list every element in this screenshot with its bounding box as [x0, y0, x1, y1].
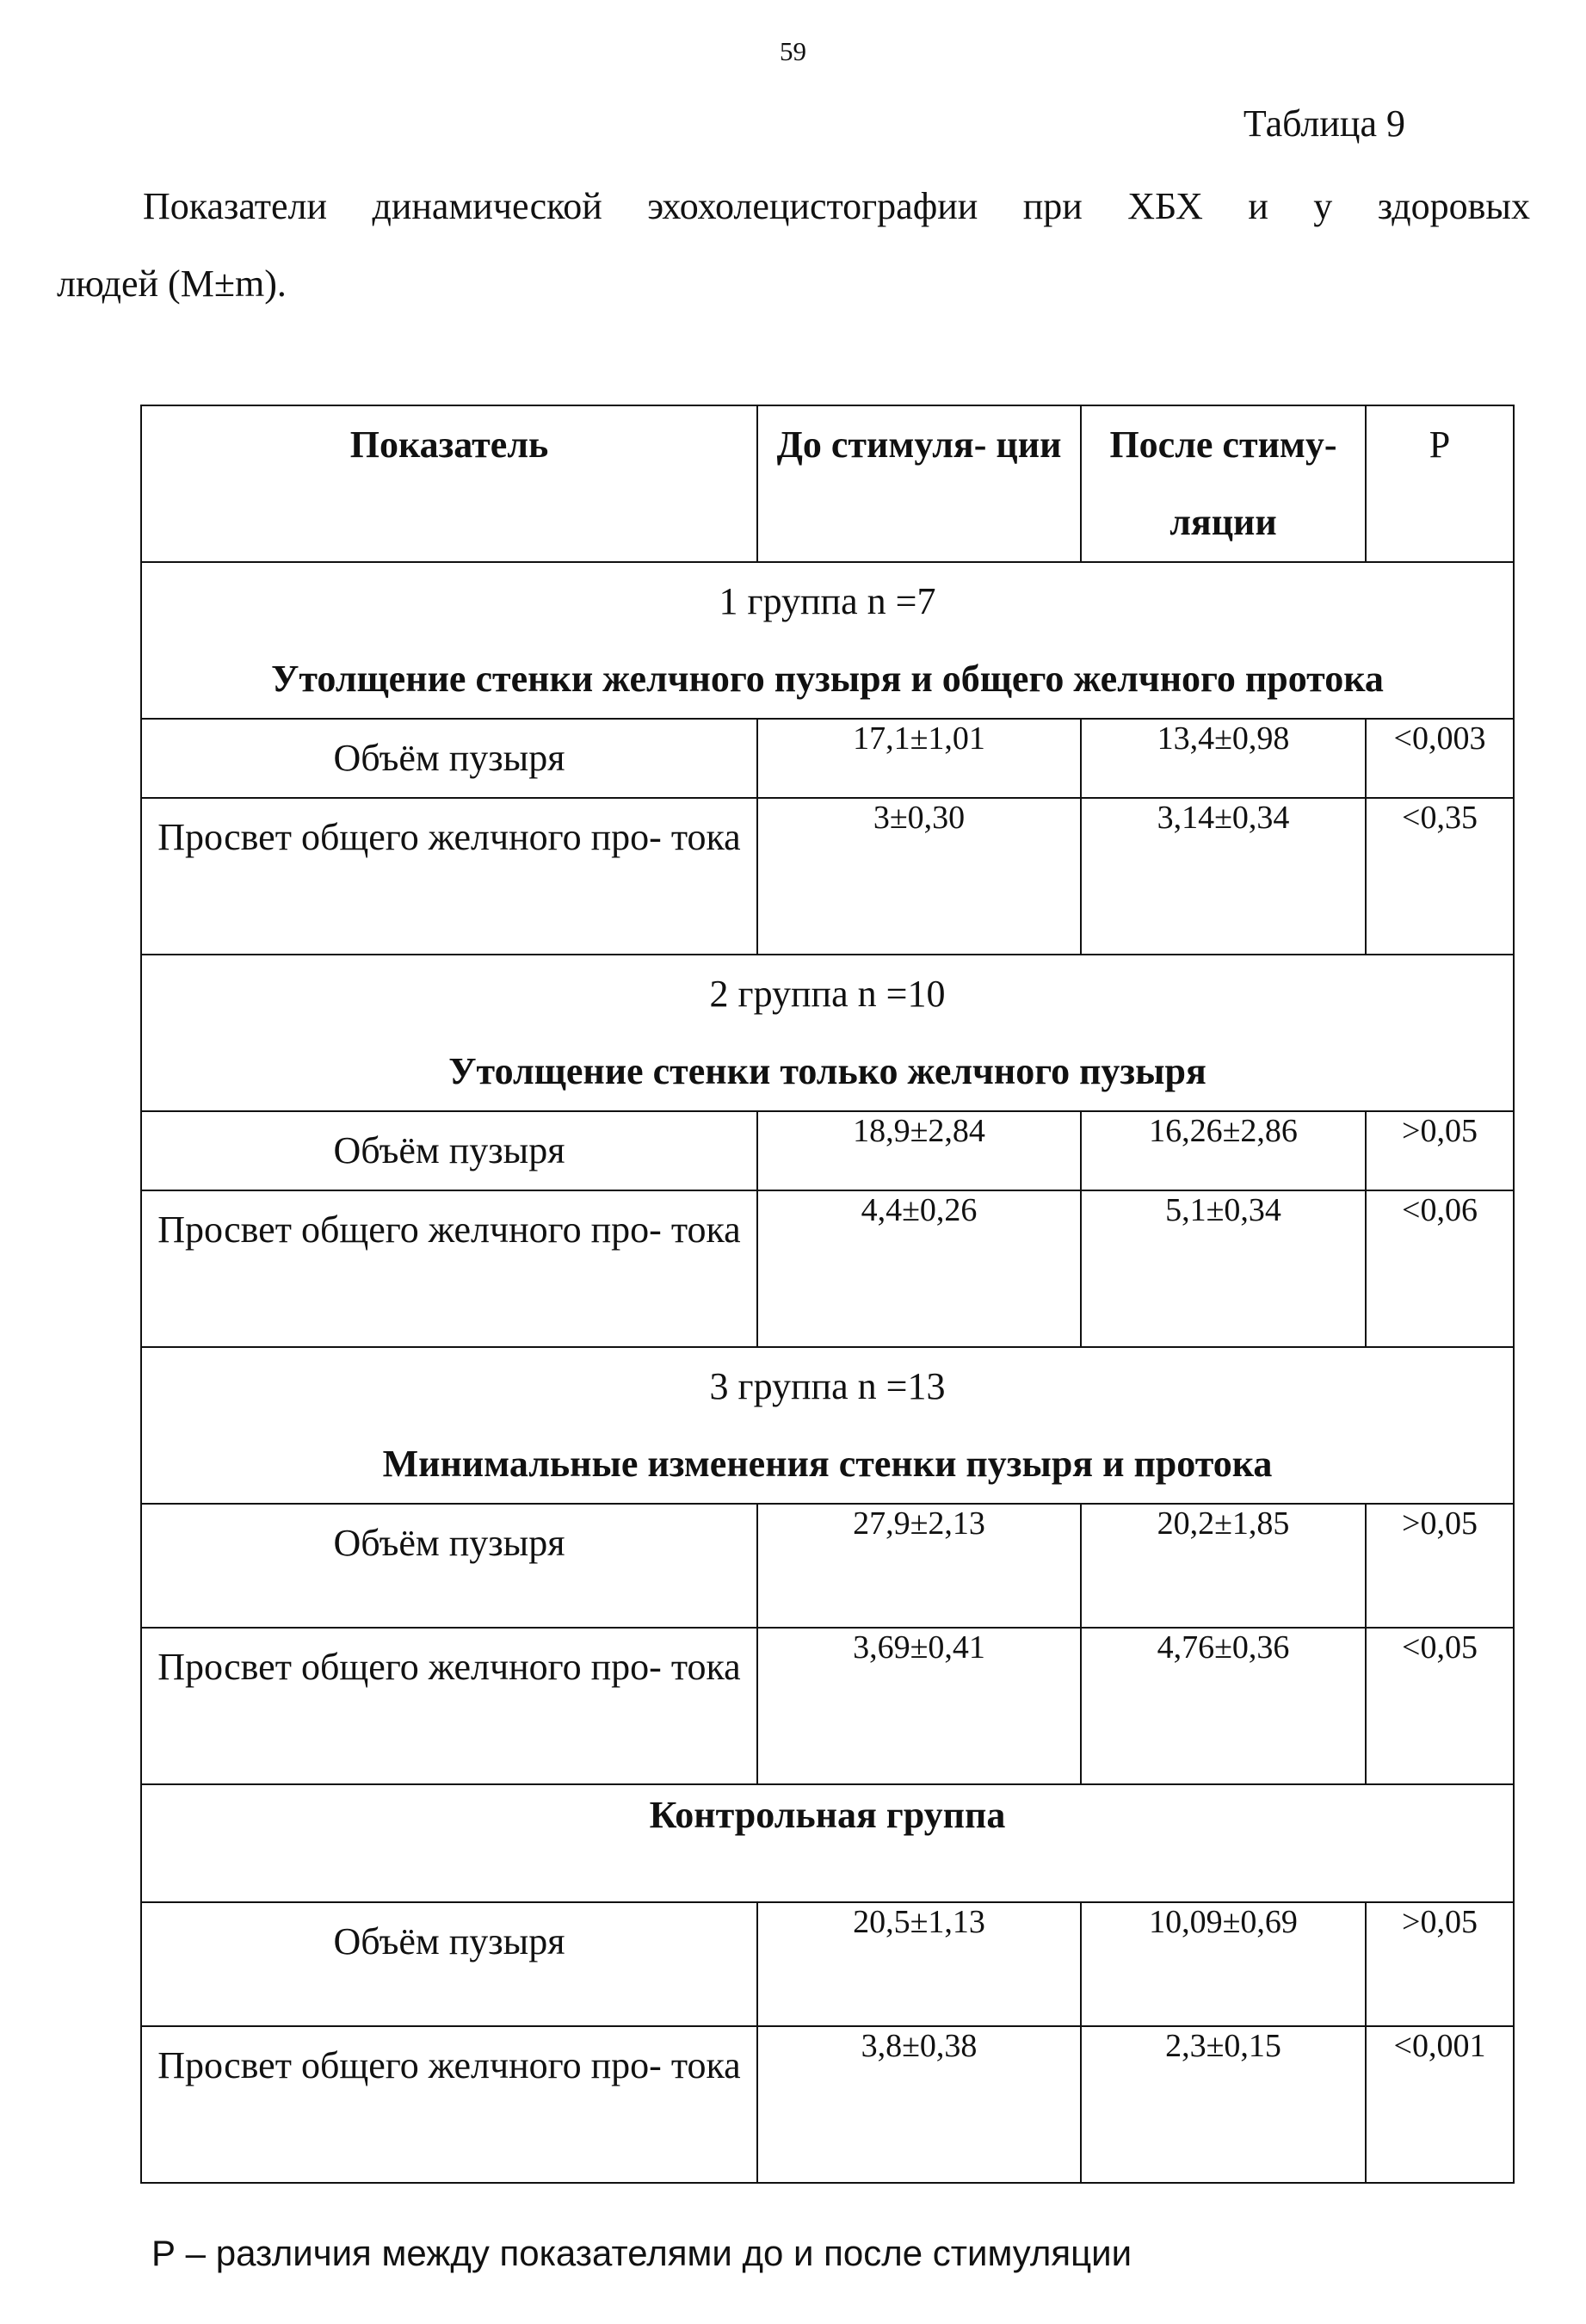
page-number: 59 [780, 36, 806, 66]
cell-before: 27,9±2,13 [757, 1504, 1081, 1628]
group-subtitle: Утолщение стенки желчного пузыря и общего желчного протока [271, 658, 1384, 700]
cell-before: 3±0,30 [757, 798, 1081, 955]
cell-before: 18,9±2,84 [757, 1111, 1081, 1190]
table-row [141, 798, 1514, 955]
cell-indicator: Объём пузыря [141, 719, 757, 798]
cell-p: <0,35 [1366, 798, 1514, 955]
cell-before: 17,1±1,01 [757, 719, 1081, 798]
table-caption [57, 168, 1530, 323]
cell-after: 3,14±0,34 [1081, 798, 1366, 955]
caption-line-1: Показатели динамической эхохолецистографии при ХБХ и у здоровых [143, 185, 1530, 227]
cell-before: 4,4±0,26 [757, 1190, 1081, 1347]
group-header-row [141, 562, 1514, 719]
cell-after: 5,1±0,34 [1081, 1190, 1366, 1347]
header-p: Р [1366, 405, 1514, 562]
group-title: 2 группа n =10 [709, 973, 946, 1015]
table-row [141, 1504, 1514, 1628]
cell-p: <0,001 [1366, 2026, 1514, 2183]
cell-indicator: Объём пузыря [141, 1111, 757, 1190]
cell-after: 16,26±2,86 [1081, 1111, 1366, 1190]
group-subtitle: Минимальные изменения стенки пузыря и протока [382, 1443, 1273, 1485]
cell-p: >0,05 [1366, 1504, 1514, 1628]
cell-indicator: Просвет общего желчного про- тока [141, 1190, 757, 1347]
group-title: Контрольная группа [141, 1784, 1514, 1902]
group-header [141, 1347, 1514, 1504]
cell-before: 3,69±0,41 [757, 1628, 1081, 1784]
cell-after: 10,09±0,69 [1081, 1902, 1366, 2026]
table-label: Таблица 9 [1243, 102, 1405, 145]
cell-indicator: Просвет общего желчного про- тока [141, 798, 757, 955]
group-header [141, 955, 1514, 1111]
group-header [141, 562, 1514, 719]
table-row [141, 1190, 1514, 1347]
group-title: 1 группа n =7 [719, 580, 936, 622]
header-row [141, 405, 1514, 562]
cell-p: <0,06 [1366, 1190, 1514, 1347]
table-row [141, 1902, 1514, 2026]
group-title: 3 группа n =13 [709, 1365, 946, 1407]
table-row [141, 1628, 1514, 1784]
cell-p: <0,003 [1366, 719, 1514, 798]
cell-indicator: Просвет общего желчного про- тока [141, 1628, 757, 1784]
header-after: После стиму- ляции [1081, 405, 1366, 562]
data-table [140, 405, 1515, 2184]
group-header-row [141, 1784, 1514, 1902]
caption-line-2: людей (M±m). [57, 263, 287, 305]
cell-after: 20,2±1,85 [1081, 1504, 1366, 1628]
cell-p: <0,05 [1366, 1628, 1514, 1784]
cell-after: 4,76±0,36 [1081, 1628, 1366, 1784]
group-header-row [141, 955, 1514, 1111]
header-before: До стимуля- ции [757, 405, 1081, 562]
table-row [141, 1111, 1514, 1190]
group-header-row [141, 1347, 1514, 1504]
table-row [141, 2026, 1514, 2183]
cell-before: 3,8±0,38 [757, 2026, 1081, 2183]
cell-p: >0,05 [1366, 1111, 1514, 1190]
cell-indicator: Объём пузыря [141, 1902, 757, 2026]
cell-after: 13,4±0,98 [1081, 719, 1366, 798]
table-row [141, 719, 1514, 798]
header-indicator: Показатель [141, 405, 757, 562]
footnote: Р – различия между показателями до и после стимуляции [151, 2233, 1132, 2273]
cell-indicator: Просвет общего желчного про- тока [141, 2026, 757, 2183]
cell-before: 20,5±1,13 [757, 1902, 1081, 2026]
cell-after: 2,3±0,15 [1081, 2026, 1366, 2183]
cell-indicator: Объём пузыря [141, 1504, 757, 1628]
cell-p: >0,05 [1366, 1902, 1514, 2026]
group-subtitle: Утолщение стенки только желчного пузыря [448, 1050, 1206, 1092]
